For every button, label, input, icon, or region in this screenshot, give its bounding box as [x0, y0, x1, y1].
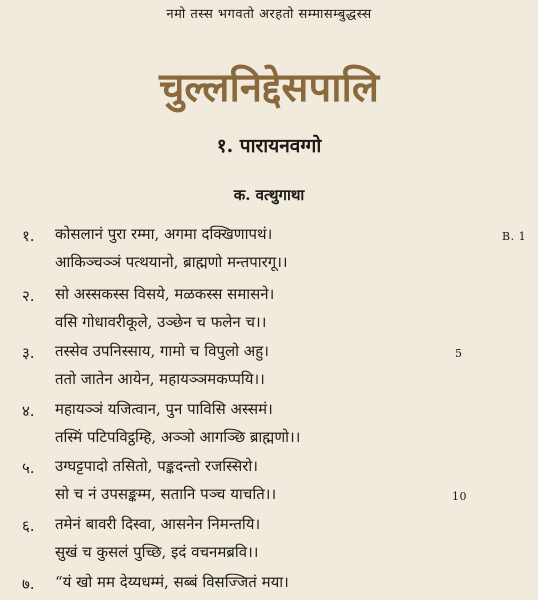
page-title: चुल्लनिद्देसपालि — [158, 64, 380, 111]
verse-line: वसि गोधावरीकूले, उञ्छेन च फलेन च।। — [55, 313, 267, 331]
verse-line: “यं खो मम देय्यधम्मं, सब्बं विसज्जितं मया। — [55, 573, 289, 591]
verse-number: ४. — [22, 402, 35, 420]
verse-number: ६. — [22, 517, 35, 535]
chapter-heading: १. पारायनवग्गो — [216, 135, 322, 157]
verse-line: तस्मिं पटिपविट्ठम्हि, अञ्ञो आगञ्छि ब्राह्मणो।। — [55, 428, 301, 446]
verse-number: ७. — [22, 575, 35, 593]
verse-line: ततो जातेन आयेन, महायञ्ञमकप्पयि।। — [55, 370, 265, 388]
margin-line-number: 10 — [452, 490, 467, 503]
verse-line: तमेनं बावरी दिस्वा, आसनेन निमन्तयि। — [55, 515, 261, 533]
verse-number: १. — [22, 227, 35, 245]
verse-line: कोसलानं पुरा रम्मा, अगमा दक्खिणापथं। — [55, 225, 273, 243]
verse-line: उग्घट्टपादो तसितो, पङ्कदन्तो रजस्सिरो। — [55, 457, 258, 475]
verse-line: महायञ्ञं यजित्वान, पुन पाविसि अस्समं। — [55, 400, 273, 418]
margin-line-number: 5 — [455, 347, 463, 360]
verse-line: सो च नं उपसङ्कम्म, सतानि पञ्च याचति।। — [55, 485, 277, 503]
verse-number: ५. — [22, 459, 35, 477]
margin-book-ref: B. 1 — [502, 230, 527, 243]
verse-line: तस्सेव उपनिस्साय, गामो च विपुलो अहु। — [55, 342, 269, 360]
section-heading: क. वत्थुगाथा — [233, 186, 305, 204]
verse-number: २. — [22, 287, 35, 305]
verse-line: सुखं च कुसलं पुच्छि, इदं वचनमब्रवि।। — [55, 543, 259, 561]
verse-line: सो अस्सकस्स विसये, मळकस्स समासने। — [55, 285, 275, 303]
verse-number: ३. — [22, 344, 35, 362]
verse-line: आकिञ्चञ्ञं पत्थयानो, ब्राह्मणो मन्तपारगू।। — [55, 253, 288, 271]
invocation-line: नमो तस्स भगवतो अरहतो सम्मासम्बुद्धस्स — [166, 7, 372, 22]
